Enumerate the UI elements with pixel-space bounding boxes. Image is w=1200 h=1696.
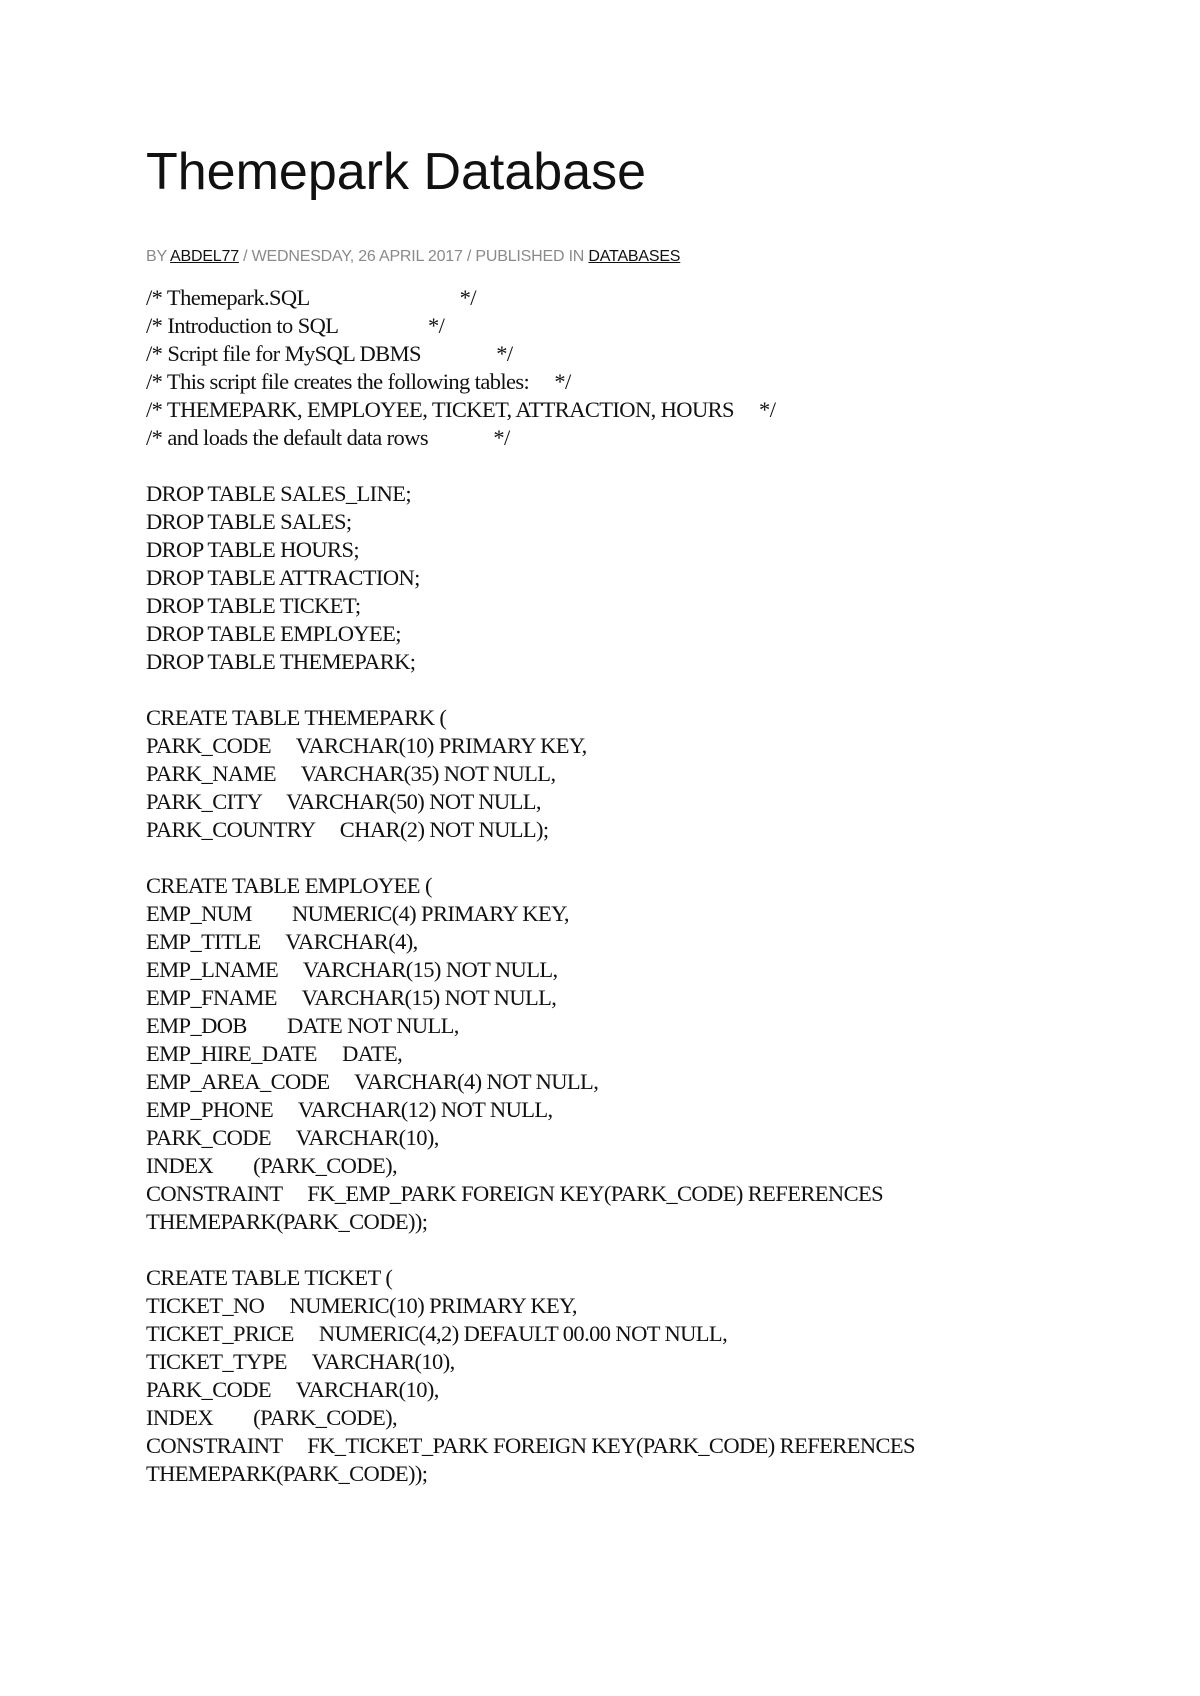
code-line: CONSTRAINT FK_TICKET_PARK FOREIGN KEY(PARK_CODE) REFERENCES bbox=[146, 1433, 915, 1458]
code-line bbox=[146, 676, 915, 704]
code-line: CREATE TABLE EMPLOYEE ( bbox=[146, 873, 432, 898]
code-line: /* This script file creates the following tables: */ bbox=[146, 369, 571, 394]
code-line: PARK_CODE VARCHAR(10) PRIMARY KEY, bbox=[146, 733, 587, 758]
code-line: CREATE TABLE THEMEPARK ( bbox=[146, 705, 447, 730]
code-line: TICKET_TYPE VARCHAR(10), bbox=[146, 1349, 455, 1374]
code-line: TICKET_PRICE NUMERIC(4,2) DEFAULT 00.00 NOT NULL, bbox=[146, 1321, 728, 1346]
code-line: /* Introduction to SQL */ bbox=[146, 313, 445, 338]
code-line: EMP_DOB DATE NOT NULL, bbox=[146, 1013, 459, 1038]
post-date: WEDNESDAY, 26 APRIL 2017 bbox=[251, 248, 463, 265]
meta-separator: / bbox=[466, 248, 472, 265]
code-line: DROP TABLE HOURS; bbox=[146, 537, 360, 562]
code-line: CREATE TABLE TICKET ( bbox=[146, 1265, 393, 1290]
code-line bbox=[146, 452, 915, 480]
code-line: PARK_CODE VARCHAR(10), bbox=[146, 1125, 439, 1150]
code-line bbox=[146, 1236, 915, 1264]
sql-code-block bbox=[146, 284, 915, 1488]
code-line: THEMEPARK(PARK_CODE)); bbox=[146, 1461, 428, 1486]
code-line: EMP_HIRE_DATE DATE, bbox=[146, 1041, 403, 1066]
code-line: EMP_FNAME VARCHAR(15) NOT NULL, bbox=[146, 985, 557, 1010]
post-meta bbox=[146, 247, 680, 267]
code-line: CONSTRAINT FK_EMP_PARK FOREIGN KEY(PARK_CODE) REFERENCES bbox=[146, 1181, 884, 1206]
code-line: PARK_CITY VARCHAR(50) NOT NULL, bbox=[146, 789, 541, 814]
author-link[interactable]: ABDEL77 bbox=[170, 248, 239, 265]
code-line: EMP_AREA_CODE VARCHAR(4) NOT NULL, bbox=[146, 1069, 599, 1094]
code-line: PARK_COUNTRY CHAR(2) NOT NULL); bbox=[146, 817, 549, 842]
code-line: PARK_NAME VARCHAR(35) NOT NULL, bbox=[146, 761, 556, 786]
code-line: TICKET_NO NUMERIC(10) PRIMARY KEY, bbox=[146, 1293, 577, 1318]
code-line bbox=[146, 844, 915, 872]
code-line: DROP TABLE ATTRACTION; bbox=[146, 565, 420, 590]
code-line: /* and loads the default data rows */ bbox=[146, 425, 510, 450]
published-prefix: PUBLISHED IN bbox=[475, 248, 585, 265]
code-line: DROP TABLE SALES; bbox=[146, 509, 352, 534]
code-line: INDEX (PARK_CODE), bbox=[146, 1405, 398, 1430]
code-line: EMP_LNAME VARCHAR(15) NOT NULL, bbox=[146, 957, 558, 982]
code-line: DROP TABLE EMPLOYEE; bbox=[146, 621, 401, 646]
meta-separator: / bbox=[243, 248, 248, 265]
code-line: /* Script file for MySQL DBMS */ bbox=[146, 341, 513, 366]
code-line: THEMEPARK(PARK_CODE)); bbox=[146, 1209, 428, 1234]
code-line: /* THEMEPARK, EMPLOYEE, TICKET, ATTRACTION, HOURS */ bbox=[146, 397, 776, 422]
code-line: EMP_TITLE VARCHAR(4), bbox=[146, 929, 418, 954]
code-line: INDEX (PARK_CODE), bbox=[146, 1153, 398, 1178]
code-line: /* Themepark.SQL */ bbox=[146, 285, 476, 310]
code-line: DROP TABLE THEMEPARK; bbox=[146, 649, 416, 674]
code-line: DROP TABLE TICKET; bbox=[146, 593, 361, 618]
code-line: EMP_NUM NUMERIC(4) PRIMARY KEY, bbox=[146, 901, 569, 926]
by-prefix: BY bbox=[146, 248, 167, 265]
code-line: PARK_CODE VARCHAR(10), bbox=[146, 1377, 439, 1402]
code-line: DROP TABLE SALES_LINE; bbox=[146, 481, 412, 506]
page-title: Themepark Database bbox=[146, 143, 647, 201]
category-link[interactable]: DATABASES bbox=[588, 248, 681, 265]
code-line: EMP_PHONE VARCHAR(12) NOT NULL, bbox=[146, 1097, 553, 1122]
